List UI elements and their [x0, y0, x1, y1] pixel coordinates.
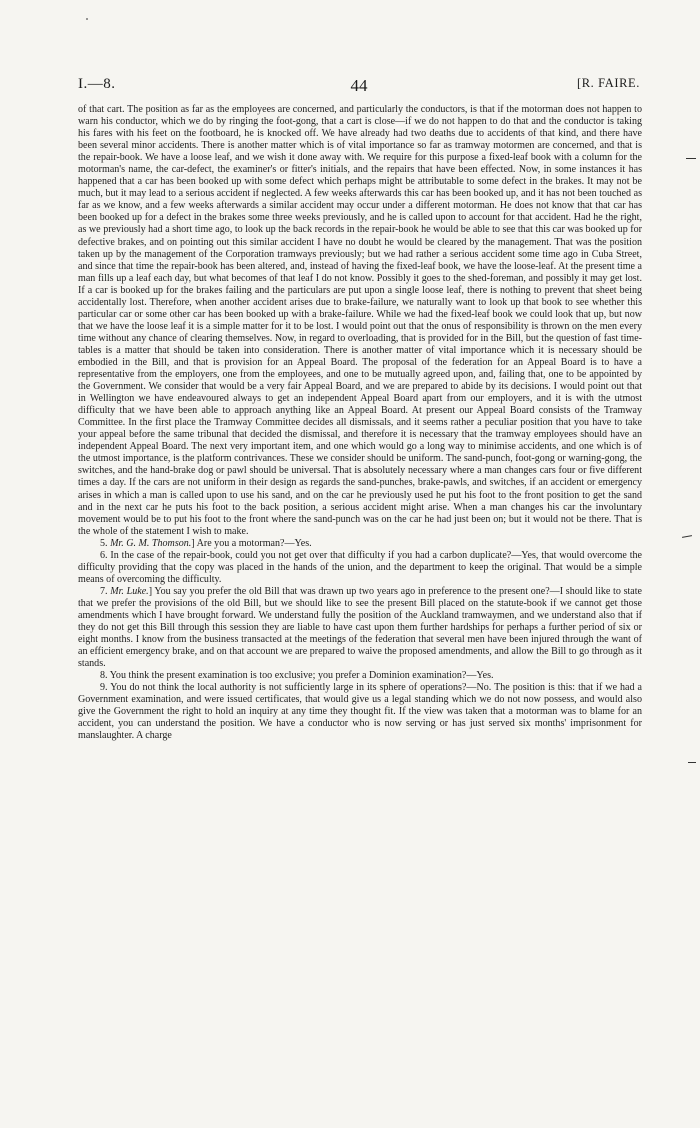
question-9 [78, 682, 642, 742]
page-number: 44 [350, 76, 368, 95]
question-text: In the case of the repair-book, could you not get over that difficulty if you had a carbon duplicate?—Yes, that would overcome the difficulty providing that the copy was placed in the hands of the union, and the department to keep the original. That would be a simple means of overcoming the difficulty. [78, 549, 642, 585]
report-reference: I.—8. [78, 76, 116, 92]
speaker-name: Mr. G. M. Thomson. [110, 537, 192, 549]
question-6 [78, 550, 642, 586]
page-header [78, 76, 640, 98]
question-8 [78, 670, 642, 682]
speaker-name: Mr. Luke. [110, 585, 149, 597]
question-number: 6. [100, 549, 108, 561]
question-5: 5. Mr. G. M. Thomson.] Are you a motorman?—Yes. [100, 537, 312, 549]
question-7: 7. Mr. Luke.] You say you prefer the old Bill that was drawn up two years ago in preference to the present one?—I should like to state that we prefer the provisions of the old Bill, but we should like to see the present Bill placed on the statute-book if we cannot get those amendments which I have brought forward. We understand fully the position of the Auckland tramwaymen, and we understand also that if they do not get this Bill through this session they are liable to have cast upon them further hardships for perhaps a further period of six or eight months. I know from the business transacted at the meetings of the federation that several men have been injured through the want of an efficient emergency brake, and on that account we are prepared to waive the proposed amendments, and allow the Bill to go through as it stands. [78, 585, 642, 670]
margin-dash [686, 158, 696, 159]
question-number: 9. [100, 682, 108, 694]
paragraph-text: of that cart. The position as far as the employees are concerned, and particularly the conductors, is that if the motorman does not happen to warn his conductor, which we do by ringing the foot-gong, that a cart is close—if we do not happen to do that and the conductor is taking his fares with his feet on the footboard, he is knocked off. We have already had two deaths due to accidents of that kind, and there have been several minor accidents. There is another matter which is of vital importance so far as tramway motormen are concerned, and that is the repair-book. We have a loose leaf, and we wish it done away with. We require for this purpose a fixed-leaf book with a column for the motorman's name, the car-defect, the examiner's or fitter's initials, and the repairs that have been effected. Now, in some instances it has happened that a car has been booked up with some defect which perhaps might be attributable to some defect in the brakes. It may not be much, but it may lead to a serious accident if neglected. A few weeks afterwards this car has been booked up, and it has not been touched as far as we know, and a few weeks afterwards a similar accident may occur under a different motorman. He does not know that that car has been booked up for a defect in the brakes some three weeks previously, and he is called upon to account for that accident. Had he the right, as we previously had a short time ago, to look up the back records in the repair-book he would be able to see that this car was booked up for defective brakes, and on pointing out this similar accident I have no doubt he would be cleared by the management. That was the position taken up by the management of the Corporation tramways previously; but we had rather a serious accident some time ago in Cuba Street, and since that time the repair-book has been altered, and, instead of having the fixed-leaf book, we have the loose-leaf. At the present time a man fills up a leaf each day, but what becomes of that leaf I do not know. Possibly it goes to the shed-foreman, and possibly it may get lost. If a car is booked up for the brakes failing and the particulars are put upon a single loose leaf, there is nothing to prevent that sheet being accidentally lost. Therefore, when another accident arises due to brake-failure, we naturally want to look up that book to see whether this particular car or some other car has been booked up with a brake-failure. While we had the fixed-leaf book we could look that up, but now that we have the loose leaf it is a simple matter for it to be lost. I would point out that the onus of responsibility is thrown on the men every time without any chance of clearing themselves. Now, in regard to overloading, that is provided for in the Bill, but the question of fast time-tables is a matter that should be taken into consideration. There is another matter of vital importance which it is necessary should be embodied in the Bill, and that is provision for an Appeal Board. The proposal of the federation for an Appeal Board is to have a representative from the employers, one from the employees, and one to be mutually agreed upon, and, failing that, one to be appointed by the Government. We consider that would be a very fair Appeal Board, and we are prepared to abide by its decisions. I would point out that in Wellington we have endeavoured always to get an independent Appeal Board apart from our employers, and it is with the utmost difficulty that we have been able to approach anything like an Appeal Board. At present our Appeal Board consists of the Tramway Committee. In the first place the Tramway Committee decides all dismissals, and it seems rather a peculiar position that you have to take your appeal before the same tribunal that decided the dismissal, and therefore it is necessary that the tramway employees should have an independent Appeal Board. The next very important item, and one which would go a long way to minimise accidents, and one which is of the utmost importance, is the platform contrivances. These we consider should be uniform. The sand-punch, foot-gong or warning-gong, the switches, and the hand-brake dog or pawl should be universal. That is absolutely necessary where a man changes cars four or five different times a day. If the cars are not uniform in their design as regards the sand-punches, brake-pawls, and switches, if an accident or emergency arises in which a man is called upon to use his sand, and on the car he previously used he put his foot to the front position to get the sand and in the next car he puts his foot to the back position, a serious accident might arise. When a man changes his car the involuntary movement would be to put his foot to the front where the sand-punch was on the car he had just been on; but it would not be there. That is the whole of the statement I wish to make. [78, 104, 642, 537]
witness-name: [R. FAIRE. [576, 76, 640, 90]
question-text: You say you prefer the old Bill that was drawn up two years ago in preference to the present one?—I should like to state that we prefer the provisions of the old Bill, but we should like to see the present Bill placed on the statute-book if we cannot get those amendments which I have brought forward. We understand fully the position of the Auckland tramwaymen, and we understand also that if they do not get this Bill through this session they are liable to have cast upon them further hardships for perhaps a further period of six or eight months. I know from the business transacted at the meetings of the federation that several men have been injured through the want of an efficient emergency brake, and on that account we are prepared to waive the proposed amendments, and allow the Bill to go through as it stands. [78, 585, 642, 670]
margin-dash [682, 535, 692, 538]
question-text: You think the present examination is too exclusive; you prefer a Dominion examination?—Yes. [109, 670, 494, 682]
question-number: 7. [100, 585, 108, 597]
question-text: You do not think the local authority is not sufficiently large in its sphere of operations?—No. The position is this: that if we had a Government examination, and were issued certificates, that would give us a legal standing which we do not now possess, and would also give the Government the right to hold an inquiry at any time they thought fit. If the view was taken that a motorman was to blame for an accident, you can understand the position. We have a conductor who is now serving or has just served six months' imprisonment for manslaughter. A charge [78, 682, 643, 742]
margin-dash [688, 762, 696, 763]
question-number: 5. [100, 537, 108, 549]
body-text [78, 104, 642, 742]
question-text: Are you a motorman?—Yes. [196, 537, 312, 549]
statement-paragraph [78, 104, 642, 538]
question-number: 8. [100, 670, 108, 682]
scan-speck [86, 18, 88, 20]
